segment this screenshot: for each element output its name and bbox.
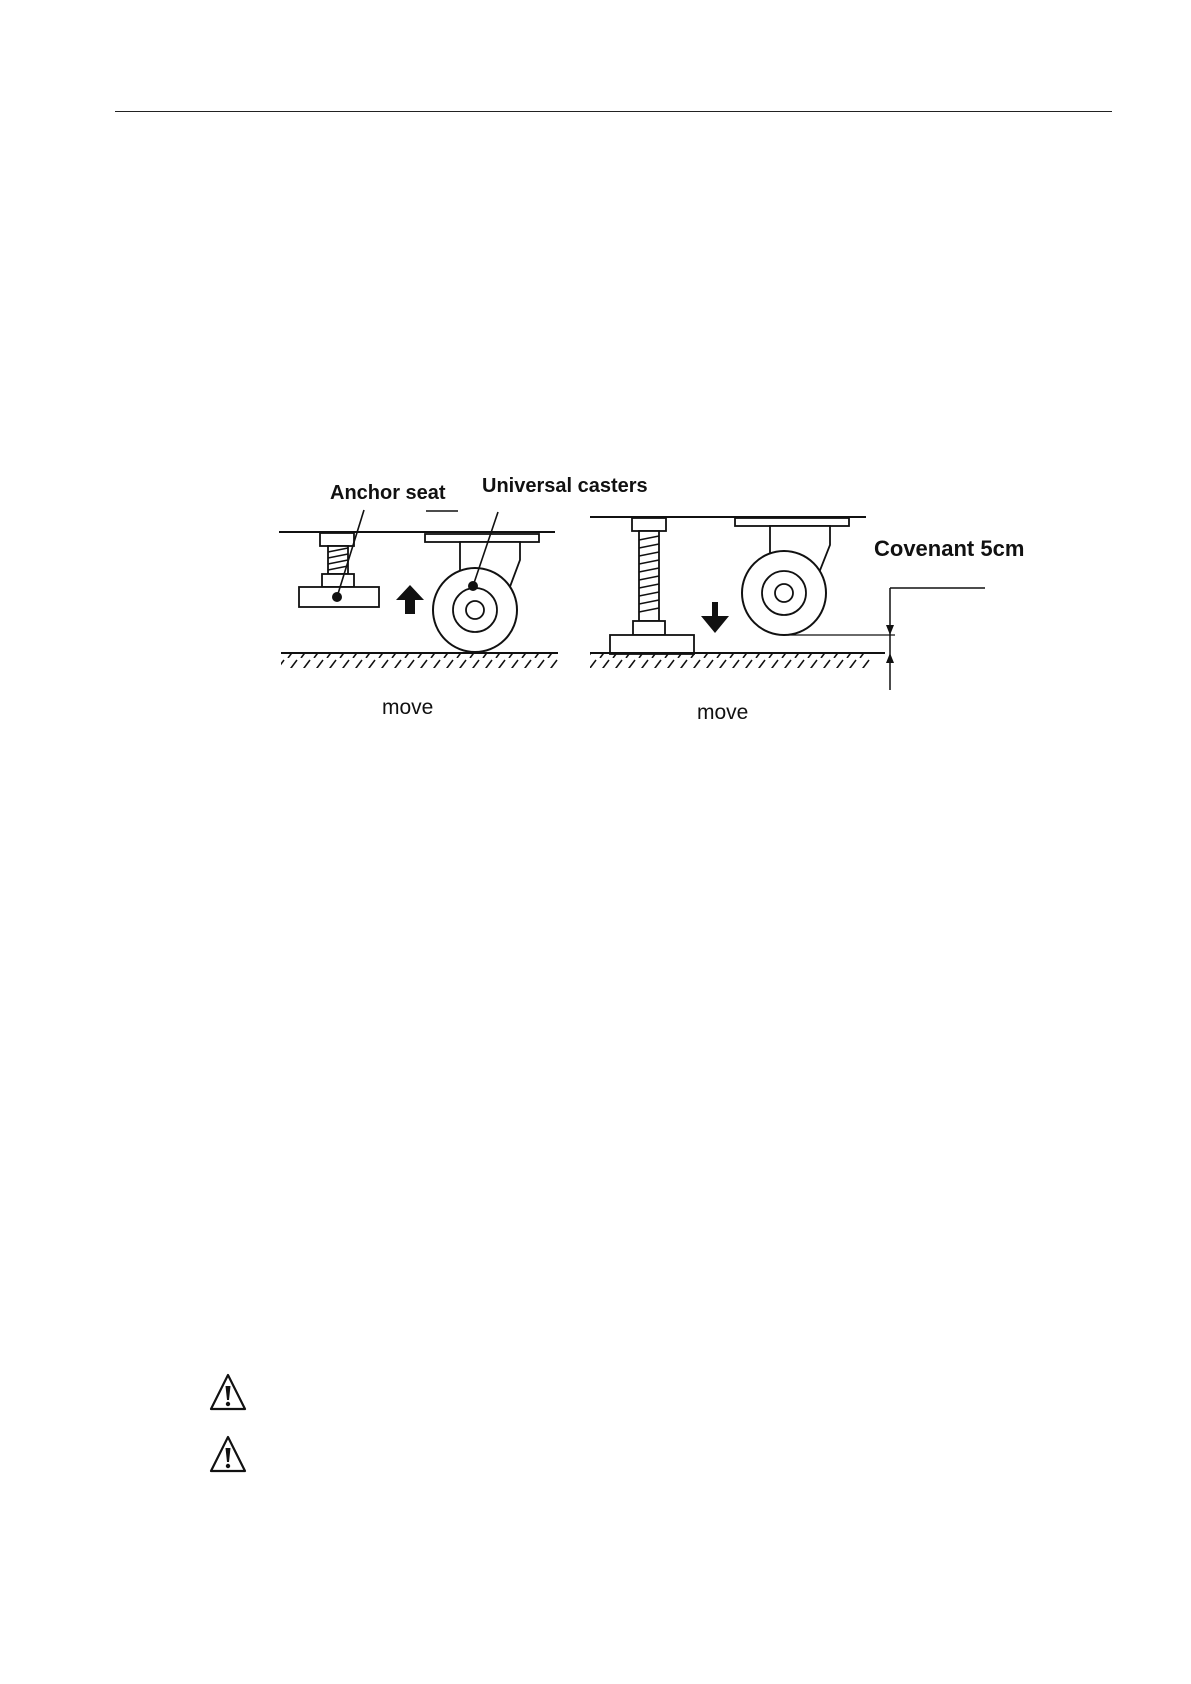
left-leveling-foot	[299, 510, 379, 607]
left-panel	[279, 510, 558, 668]
warning-triangle-icon	[208, 1434, 248, 1474]
universal-casters-label: Universal casters	[482, 475, 648, 497]
right-universal-caster	[735, 518, 849, 635]
covenant-label: Covenant 5cm	[874, 536, 1025, 561]
move-left-label: move	[382, 696, 434, 719]
move-right-label: move	[697, 701, 749, 724]
left-floor-hatch	[281, 654, 558, 668]
down-arrow-icon	[701, 602, 729, 633]
anchor-seat-label: Anchor seat	[330, 482, 446, 504]
right-floor-hatch	[590, 654, 870, 668]
dimension-marker	[886, 588, 985, 690]
up-arrow-icon	[396, 585, 424, 614]
right-leveling-foot	[610, 518, 694, 654]
warning-triangle-icon	[208, 1372, 248, 1412]
